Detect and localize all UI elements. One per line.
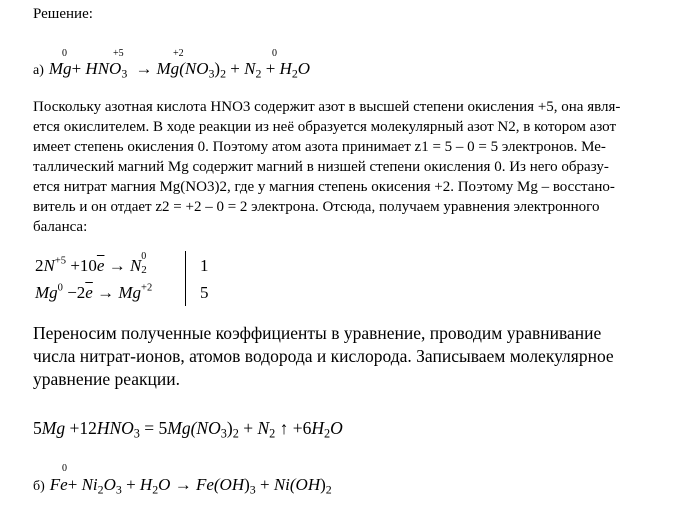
mg2: Mg [118, 283, 141, 302]
sub: 3 [249, 482, 256, 497]
paragraph-2 [33, 322, 663, 391]
coef: 12 [79, 418, 97, 438]
close-paren: ) [226, 418, 233, 438]
mg: Mg [35, 283, 58, 302]
gas-arrow: ↑ [279, 418, 289, 438]
sub: 3 [115, 482, 122, 497]
text-line: ется окислителем. В ходе реакции из неё образуется молекулярный азот N2, в котором азот [33, 119, 617, 135]
n: N [244, 59, 256, 78]
plus: + [126, 475, 136, 494]
close-paren: ) [244, 475, 250, 494]
oh: (OH [289, 475, 321, 494]
equation-a-line [33, 58, 310, 82]
text-line: баланса: [33, 219, 88, 235]
plus: + [69, 418, 80, 438]
coef: 10 [79, 256, 97, 275]
label-a: а) [33, 63, 44, 78]
o: O [297, 59, 311, 78]
mg: Mg [41, 418, 66, 438]
text-line: таллический магний Mg содержит магний в низшей степени окисления 0. Из него образу- [33, 159, 609, 175]
sub: 2 [97, 482, 104, 497]
plus: + [265, 59, 276, 78]
sub: 3 [133, 426, 140, 441]
h: H [311, 418, 325, 438]
ox: +2 [141, 282, 153, 294]
electron: $\overline{e}$ [85, 283, 93, 302]
text-line: Переносим полученные коэффициенты в уравнение, проводим уравнивание [33, 323, 602, 343]
fe: Fe [49, 475, 68, 494]
sub: 2 [255, 66, 262, 81]
hno: HNO [96, 418, 134, 438]
ox: +5 [54, 255, 67, 267]
ox-state-n-hno3: +5 [113, 48, 124, 59]
plus: + [230, 59, 240, 78]
electron: $\overline{e}$ [96, 256, 105, 275]
plus: + [292, 418, 303, 438]
text-line: уравнение реакции. [33, 369, 181, 389]
ox-state-n2: 0 [272, 48, 277, 59]
plus: + [67, 475, 78, 494]
coef-5: 5 [200, 283, 209, 302]
balance-eq-2 [35, 282, 152, 304]
molecular-equation [33, 417, 343, 439]
plus: + [70, 256, 80, 275]
balance-divider [185, 251, 186, 306]
ni2: Ni [273, 475, 290, 494]
coef: 5 [33, 418, 42, 438]
no-group: (NO [190, 418, 221, 438]
arrow: → [135, 59, 153, 78]
mg2: Mg [167, 418, 191, 438]
close-paren: ) [320, 475, 326, 494]
sub: 3 [208, 66, 215, 81]
plus: + [71, 59, 86, 78]
coef: 6 [302, 418, 312, 438]
ox-state-mg: 0 [62, 48, 67, 59]
text-line: витель и он отдает z2 = +2 – 0 = 2 электрона. Отсюда, получаем уравнения электронного [33, 199, 600, 215]
label-b: б) [33, 479, 45, 494]
sub: 2 [291, 66, 298, 81]
ox: 0 [141, 251, 147, 262]
text-line: ется нитрат магния Mg(NO3)2, где у магния степень окисения +2. Поэтому Mg – восстано- [33, 179, 615, 195]
n2: N [129, 256, 142, 275]
sub: 2 [269, 426, 276, 441]
equation-b [33, 474, 332, 498]
arrow: → [97, 283, 115, 302]
mg: Mg [48, 59, 72, 78]
text-line: числа нитрат-ионов, атомов водорода и кислорода. Записываем молекулярное [33, 346, 614, 366]
coef: 2 [76, 283, 86, 302]
h2: H [279, 59, 292, 78]
o: O [158, 475, 171, 494]
oh: (OH [213, 475, 245, 494]
h: H [85, 59, 98, 78]
arrow: → [174, 475, 192, 494]
sub: 2 [220, 66, 227, 81]
heading: Решение: [33, 6, 93, 22]
sub: 3 [220, 426, 227, 441]
balance-eq-1 [35, 251, 149, 277]
coef-1: 1 [200, 256, 209, 275]
sub: 3 [121, 66, 128, 81]
ox: 0 [57, 282, 63, 294]
sub: 2 [232, 426, 239, 441]
ox-state-mg2: +2 [173, 48, 184, 59]
h: H [139, 475, 153, 494]
text-line: Поскольку азотная кислота HNO3 содержит азот в высшей степени окисления +5, она явля- [33, 99, 621, 115]
sub: 2 [324, 426, 331, 441]
o: O [103, 475, 116, 494]
no: NO [97, 59, 122, 78]
ni: Ni [81, 475, 98, 494]
equals: = [144, 418, 155, 438]
mg2: Mg [156, 59, 180, 78]
n: N [43, 256, 55, 275]
sub: 2 [141, 264, 147, 276]
ox-state-fe: 0 [62, 463, 67, 474]
coef: 2 [35, 256, 44, 275]
coef: 5 [158, 418, 168, 438]
text-line: имеет степень окисления 0. Поэтому атом азота принимает z1 = 5 – 0 = 5 электронов. Ме- [33, 139, 606, 155]
paragraph-1 [33, 97, 663, 237]
plus: + [243, 418, 254, 438]
no-group: (NO [179, 59, 209, 78]
plus: + [259, 475, 270, 494]
o: O [330, 418, 343, 438]
n: N [257, 418, 270, 438]
arrow: → [108, 256, 126, 275]
sub: 2 [325, 482, 332, 497]
sub: 2 [152, 482, 159, 497]
fe2: Fe [195, 475, 214, 494]
close-paren: ) [214, 59, 221, 78]
minus: − [67, 283, 77, 302]
